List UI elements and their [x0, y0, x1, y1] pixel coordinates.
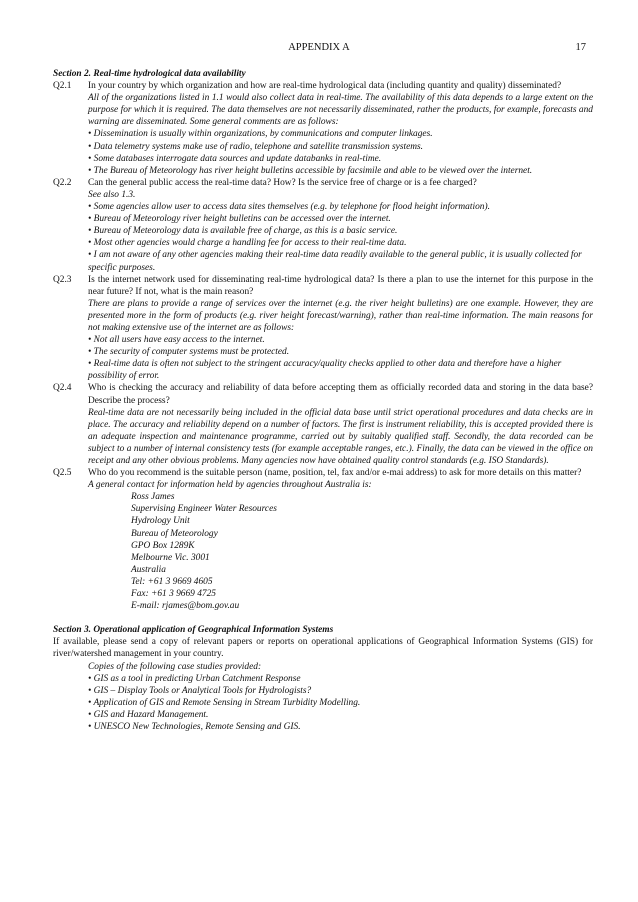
answer-bullets	[88, 201, 593, 274]
bullet-item: • GIS – Display Tools or Analytical Tools for Hydrologists?	[88, 685, 312, 696]
section-3-title: Section 3. Operational application of Geographical Information Systems	[53, 625, 334, 636]
answer-text: A general contact for information held by agencies throughout Australia is:	[88, 480, 372, 491]
answer-text: See also 1.3.	[88, 189, 136, 200]
question-text: In your country by which organization and how are real-time hydrological data (including quantity and quality) disseminated?	[88, 81, 562, 92]
bullet-item: • The Bureau of Meteorology has river height bulletins accessible by facsimile and able to be viewed over the internet.	[88, 165, 533, 176]
contact-box: GPO Box 1289K	[131, 540, 195, 551]
bullet-item: • GIS as a tool in predicting Urban Catchment Response	[88, 673, 301, 684]
bullet-item: • Most other agencies would charge a handling fee for access to their real-time data.	[88, 238, 407, 249]
question-text: Who is checking the accuracy and reliability of data before accepting them as officially recorded data and storing in the data base? Describe the process?	[88, 383, 593, 406]
question-block	[53, 467, 593, 612]
contact-fax: Fax: +61 3 9669 4725	[131, 589, 216, 600]
answer-bullets	[88, 334, 593, 382]
question-block	[53, 177, 593, 274]
bullet-item: • Real-time data is often not subject to the stringent accuracy/quality checks applied to other data and therefore have a higher possibility of error.	[88, 359, 562, 382]
bullet-item: • The security of computer systems must be protected.	[88, 347, 290, 358]
contact-country: Australia	[131, 564, 166, 575]
answer-bullets	[88, 673, 593, 733]
answer-text: There are plans to provide a range of services over the internet (e.g. the river height bulletins) are one example. However, they are presented more in the form of products (e.g. river height forecast/warning), rather than real-time information. The main reasons for not making extensive use of the internet are as follows:	[88, 298, 593, 333]
contact-name: Ross James	[131, 492, 175, 503]
question-block	[53, 382, 593, 467]
bullet-item: • I am not aware of any other agencies making their real-time data readily available to the general public, it is usually collected for specific purposes.	[88, 250, 582, 273]
question-number: Q2.1	[53, 81, 72, 92]
bullet-item: • Application of GIS and Remote Sensing in Stream Turbidity Modelling.	[88, 697, 361, 708]
answer-text: Copies of the following case studies provided:	[88, 661, 262, 672]
bullet-item: • Bureau of Meteorology river height bulletins can be accessed over the internet.	[88, 214, 391, 225]
section-3	[53, 624, 593, 733]
bullet-item: • Dissemination is usually within organizations, by communications and computer linkages.	[88, 129, 433, 140]
question-number: Q2.5	[53, 468, 72, 479]
contact-tel: Tel: +61 3 9669 4605	[131, 576, 213, 587]
contact-organization: Bureau of Meteorology	[131, 528, 218, 539]
question-block	[53, 274, 593, 383]
bullet-item: • UNESCO New Technologies, Remote Sensing and GIS.	[88, 721, 301, 732]
bullet-item: • Not all users have easy access to the internet.	[88, 335, 265, 346]
question-number: Q2.4	[53, 383, 72, 394]
bullet-item: • GIS and Hazard Management.	[88, 709, 209, 720]
header-title: APPENDIX A	[288, 42, 350, 53]
answer-text: Real-time data are not necessarily being included in the official data base until strict operational procedures and data checks are in place. The accuracy and reliability depend on a number of factors. The first is instrument reliability, this is accepted provided there is an adequate inspection and maintenance programme, carried out by suitably qualified staff. Secondly, the data recorded can be subject to a number of internal consistency tests (for example acceptable ranges, etc.). Finally, the data can be viewed in the office on receipt and any other obvious problems. Many agencies now have obtained quality control standards (e.g. ISO Standards).	[88, 407, 593, 466]
contact-unit: Hydrology Unit	[131, 516, 190, 527]
answer-bullets	[88, 128, 593, 176]
contact-city: Melbourne Vic. 3001	[131, 552, 210, 563]
bullet-item: • Some agencies allow user to access data sites themselves (e.g. by telephone for flood height information).	[88, 202, 490, 213]
section-2-title: Section 2. Real-time hydrological data availability	[53, 69, 246, 79]
bullet-item: • Some databases interrogate data sources and update databanks in real-time.	[88, 153, 382, 164]
question-text: Can the general public access the real-time data? How? Is the service free of charge or is a fee charged?	[88, 177, 477, 188]
question-text: Who do you recommend is the suitable person (name, position, tel, fax and/or e-mai address) to ask for more details on this matter?	[88, 468, 582, 479]
question-number: Q2.3	[53, 274, 72, 285]
bullet-item: • Bureau of Meteorology data is available free of charge, as this is a basic service.	[88, 226, 398, 237]
contact-block	[131, 491, 593, 612]
contact-email: E-mail: rjames@bom.gov.au	[131, 601, 240, 612]
section-3-intro: If available, please send a copy of relevant papers or reports on operational applications of Geographical Information Systems (GIS) for river/watershed management in your country.	[53, 637, 593, 660]
contact-position: Supervising Engineer Water Resources	[131, 504, 277, 515]
answer-text: All of the organizations listed in 1.1 would also collect data in real-time. The availability of this data depends to a large extent on the purpose for which it is required. The data themselves are not necessarily disseminated, rather the products, for example, forecasts and warning are disseminated. Some general comments are as follows:	[88, 93, 593, 128]
question-number: Q2.2	[53, 177, 72, 188]
page-number: 17	[575, 42, 586, 53]
bullet-item: • Data telemetry systems make use of radio, telephone and satellite transmission systems.	[88, 141, 424, 152]
question-text: Is the internet network used for disseminating real-time hydrological data? Is there a plan to use the internet for this purpose in the near future? If not, what is the main reason?	[88, 274, 593, 297]
question-block	[53, 80, 593, 177]
page-content	[53, 68, 593, 733]
